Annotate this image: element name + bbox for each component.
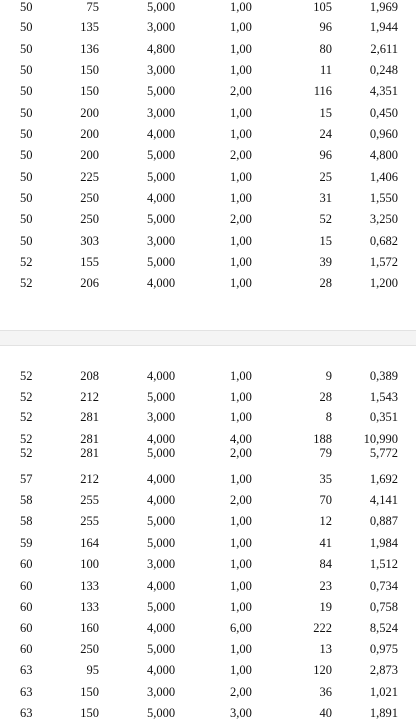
table-cell: 1,00	[230, 642, 252, 656]
table-row	[0, 191, 416, 211]
table-cell: 2,00	[230, 446, 252, 460]
table-cell: 5,000	[147, 642, 176, 656]
table-cell: 63	[20, 706, 33, 720]
table-cell: 0,975	[369, 642, 398, 656]
table-cell: 36	[319, 685, 332, 699]
table-cell: 120	[313, 663, 332, 677]
table-cell: 1,00	[230, 390, 252, 404]
table-cell: 136	[80, 42, 99, 56]
table-cell: 4,800	[369, 148, 398, 162]
table-cell: 212	[80, 472, 99, 486]
table-row	[0, 706, 416, 726]
table-cell: 1,00	[230, 579, 252, 593]
table-cell: 133	[80, 579, 99, 593]
table-cell: 1,572	[369, 255, 398, 269]
table-cell: 28	[319, 390, 332, 404]
table-cell: 1,543	[369, 390, 398, 404]
table-cell: 3,000	[147, 20, 176, 34]
table-cell: 58	[20, 514, 33, 528]
table-cell: 225	[80, 170, 99, 184]
table-cell: 52	[20, 410, 33, 424]
table-cell: 50	[20, 170, 33, 184]
table-cell: 50	[20, 191, 33, 205]
table-cell: 1,406	[369, 170, 398, 184]
table-cell: 23	[319, 579, 332, 593]
table-cell: 4,000	[147, 472, 176, 486]
table-cell: 160	[80, 621, 99, 635]
table-cell: 10,990	[363, 432, 398, 446]
table-row	[0, 663, 416, 683]
table-cell: 281	[80, 432, 99, 446]
table-cell: 250	[80, 212, 99, 226]
table-row	[0, 493, 416, 513]
table-row	[0, 579, 416, 599]
table-cell: 96	[319, 148, 332, 162]
table-cell: 255	[80, 493, 99, 507]
table-cell: 250	[80, 191, 99, 205]
table-row	[0, 234, 416, 254]
table-cell: 150	[80, 685, 99, 699]
table-cell: 1,00	[230, 663, 252, 677]
table-cell: 50	[20, 106, 33, 120]
table-cell: 95	[86, 663, 99, 677]
table-cell: 164	[80, 536, 99, 550]
table-cell: 2,00	[230, 493, 252, 507]
table-cell: 150	[80, 63, 99, 77]
table-cell: 79	[319, 446, 332, 460]
table-cell: 8	[325, 410, 332, 424]
table-cell: 50	[20, 127, 33, 141]
table-cell: 1,00	[230, 170, 252, 184]
table-cell: 75	[86, 0, 99, 14]
table-row	[0, 557, 416, 577]
table-cell: 70	[319, 493, 332, 507]
table-cell: 52	[319, 212, 332, 226]
table-cell: 4,800	[147, 42, 176, 56]
table-cell: 52	[20, 446, 33, 460]
table-cell: 60	[20, 557, 33, 571]
table-cell: 1,00	[230, 472, 252, 486]
table-cell: 41	[319, 536, 332, 550]
table-cell: 3,000	[147, 685, 176, 699]
table-cell: 50	[20, 84, 33, 98]
table-cell: 0,389	[369, 369, 398, 383]
table-cell: 100	[80, 557, 99, 571]
table-cell: 2,00	[230, 84, 252, 98]
table-cell: 3,000	[147, 106, 176, 120]
table-cell: 50	[20, 148, 33, 162]
table-cell: 5,000	[147, 0, 176, 14]
table-cell: 15	[319, 106, 332, 120]
table-cell: 2,00	[230, 212, 252, 226]
table-cell: 60	[20, 579, 33, 593]
table-row	[0, 84, 416, 104]
table-cell: 0,682	[369, 234, 398, 248]
table-row	[0, 170, 416, 190]
table-cell: 4,000	[147, 369, 176, 383]
table-cell: 3,000	[147, 557, 176, 571]
table-cell: 4,141	[369, 493, 398, 507]
table-cell: 0,248	[369, 63, 398, 77]
table-cell: 1,00	[230, 536, 252, 550]
table-row	[0, 127, 416, 147]
table-cell: 60	[20, 621, 33, 635]
table-cell: 255	[80, 514, 99, 528]
table-cell: 4,000	[147, 191, 176, 205]
table-cell: 5,000	[147, 84, 176, 98]
table-cell: 1,00	[230, 514, 252, 528]
table-cell: 1,021	[369, 685, 398, 699]
table-cell: 1,200	[369, 276, 398, 290]
table-cell: 2,00	[230, 685, 252, 699]
table-cell: 5,000	[147, 390, 176, 404]
table-cell: 1,00	[230, 106, 252, 120]
table-cell: 1,00	[230, 255, 252, 269]
table-row	[0, 0, 416, 20]
table-cell: 1,00	[230, 191, 252, 205]
table-cell: 8,524	[369, 621, 398, 635]
table-cell: 1,00	[230, 127, 252, 141]
table-cell: 50	[20, 20, 33, 34]
table-row	[0, 600, 416, 620]
table-cell: 84	[319, 557, 332, 571]
table-cell: 200	[80, 106, 99, 120]
page-break-divider	[0, 330, 416, 346]
table-cell: 31	[319, 191, 332, 205]
table-cell: 105	[313, 0, 332, 14]
table-row	[0, 536, 416, 556]
table-cell: 1,00	[230, 410, 252, 424]
table-row	[0, 148, 416, 168]
table-cell: 4,000	[147, 276, 176, 290]
table-cell: 50	[20, 212, 33, 226]
table-row	[0, 106, 416, 126]
table-cell: 3,00	[230, 706, 252, 720]
table-cell: 250	[80, 642, 99, 656]
table-cell: 24	[319, 127, 332, 141]
table-cell: 188	[313, 432, 332, 446]
table-cell: 150	[80, 84, 99, 98]
table-cell: 9	[325, 369, 332, 383]
table-row	[0, 63, 416, 83]
table-cell: 50	[20, 234, 33, 248]
table-cell: 5,000	[147, 536, 176, 550]
table-row	[0, 212, 416, 232]
table-row	[0, 472, 416, 492]
table-cell: 2,611	[370, 42, 398, 56]
table-cell: 52	[20, 432, 33, 446]
table-row	[0, 20, 416, 40]
table-cell: 1,00	[230, 20, 252, 34]
table-cell: 96	[319, 20, 332, 34]
table-cell: 5,000	[147, 255, 176, 269]
table-row	[0, 255, 416, 275]
table-row	[0, 369, 416, 389]
table-cell: 4,000	[147, 127, 176, 141]
table-cell: 1,00	[230, 0, 252, 14]
table-cell: 35	[319, 472, 332, 486]
table-cell: 60	[20, 600, 33, 614]
table-row	[0, 621, 416, 641]
table-cell: 52	[20, 369, 33, 383]
table-cell: 116	[313, 84, 332, 98]
table-cell: 2,00	[230, 148, 252, 162]
table-cell: 1,00	[230, 600, 252, 614]
table-cell: 1,00	[230, 369, 252, 383]
table-cell: 5,772	[369, 446, 398, 460]
table-cell: 52	[20, 390, 33, 404]
table-cell: 50	[20, 0, 33, 14]
table-cell: 5,000	[147, 706, 176, 720]
table-row	[0, 685, 416, 705]
table-cell: 0,734	[369, 579, 398, 593]
table-row	[0, 446, 416, 466]
table-cell: 13	[319, 642, 332, 656]
table-cell: 60	[20, 642, 33, 656]
table-cell: 11	[319, 63, 332, 77]
table-cell: 0,450	[369, 106, 398, 120]
table-row	[0, 42, 416, 62]
table-cell: 5,000	[147, 600, 176, 614]
table-cell: 155	[80, 255, 99, 269]
table-cell: 5,000	[147, 170, 176, 184]
table-cell: 57	[20, 472, 33, 486]
table-cell: 5,000	[147, 514, 176, 528]
table-cell: 3,250	[369, 212, 398, 226]
table-cell: 1,969	[369, 0, 398, 14]
table-cell: 1,944	[369, 20, 398, 34]
table-cell: 59	[20, 536, 33, 550]
table-row	[0, 410, 416, 430]
table-cell: 28	[319, 276, 332, 290]
table-cell: 12	[319, 514, 332, 528]
table-cell: 63	[20, 685, 33, 699]
table-cell: 63	[20, 663, 33, 677]
table-cell: 1,692	[369, 472, 398, 486]
table-cell: 1,00	[230, 276, 252, 290]
table-cell: 0,887	[369, 514, 398, 528]
table-cell: 150	[80, 706, 99, 720]
table-cell: 1,984	[369, 536, 398, 550]
table-cell: 3,000	[147, 63, 176, 77]
table-cell: 0,758	[369, 600, 398, 614]
table-cell: 133	[80, 600, 99, 614]
table-cell: 5,000	[147, 446, 176, 460]
table-cell: 303	[80, 234, 99, 248]
table-cell: 200	[80, 148, 99, 162]
table-cell: 4,000	[147, 432, 176, 446]
table-cell: 2,873	[369, 663, 398, 677]
table-cell: 80	[319, 42, 332, 56]
table-cell: 1,550	[369, 191, 398, 205]
table-cell: 281	[80, 446, 99, 460]
table-cell: 58	[20, 493, 33, 507]
table-cell: 212	[80, 390, 99, 404]
table-cell: 19	[319, 600, 332, 614]
table-cell: 0,351	[369, 410, 398, 424]
table-cell: 50	[20, 63, 33, 77]
table-cell: 281	[80, 410, 99, 424]
table-cell: 40	[319, 706, 332, 720]
table-cell: 1,00	[230, 234, 252, 248]
table-cell: 1,00	[230, 63, 252, 77]
table-cell: 52	[20, 276, 33, 290]
table-row	[0, 276, 416, 296]
table-cell: 4,00	[230, 432, 252, 446]
table-cell: 4,351	[369, 84, 398, 98]
table-cell: 4,000	[147, 579, 176, 593]
table-cell: 25	[319, 170, 332, 184]
table-cell: 3,000	[147, 410, 176, 424]
table-cell: 1,00	[230, 42, 252, 56]
table-cell: 6,00	[230, 621, 252, 635]
table-cell: 50	[20, 42, 33, 56]
table-cell: 200	[80, 127, 99, 141]
table-cell: 1,891	[369, 706, 398, 720]
table-cell: 3,000	[147, 234, 176, 248]
table-cell: 15	[319, 234, 332, 248]
table-cell: 4,000	[147, 493, 176, 507]
table-cell: 135	[80, 20, 99, 34]
table-cell: 206	[80, 276, 99, 290]
table-cell: 4,000	[147, 663, 176, 677]
table-cell: 5,000	[147, 148, 176, 162]
table-cell: 0,960	[369, 127, 398, 141]
table-row	[0, 642, 416, 662]
table-cell: 5,000	[147, 212, 176, 226]
table-row	[0, 514, 416, 534]
table-cell: 1,00	[230, 557, 252, 571]
table-cell: 1,512	[369, 557, 398, 571]
table-row	[0, 390, 416, 410]
table-cell: 4,000	[147, 621, 176, 635]
table-cell: 39	[319, 255, 332, 269]
table-cell: 52	[20, 255, 33, 269]
table-cell: 222	[313, 621, 332, 635]
table-cell: 208	[80, 369, 99, 383]
